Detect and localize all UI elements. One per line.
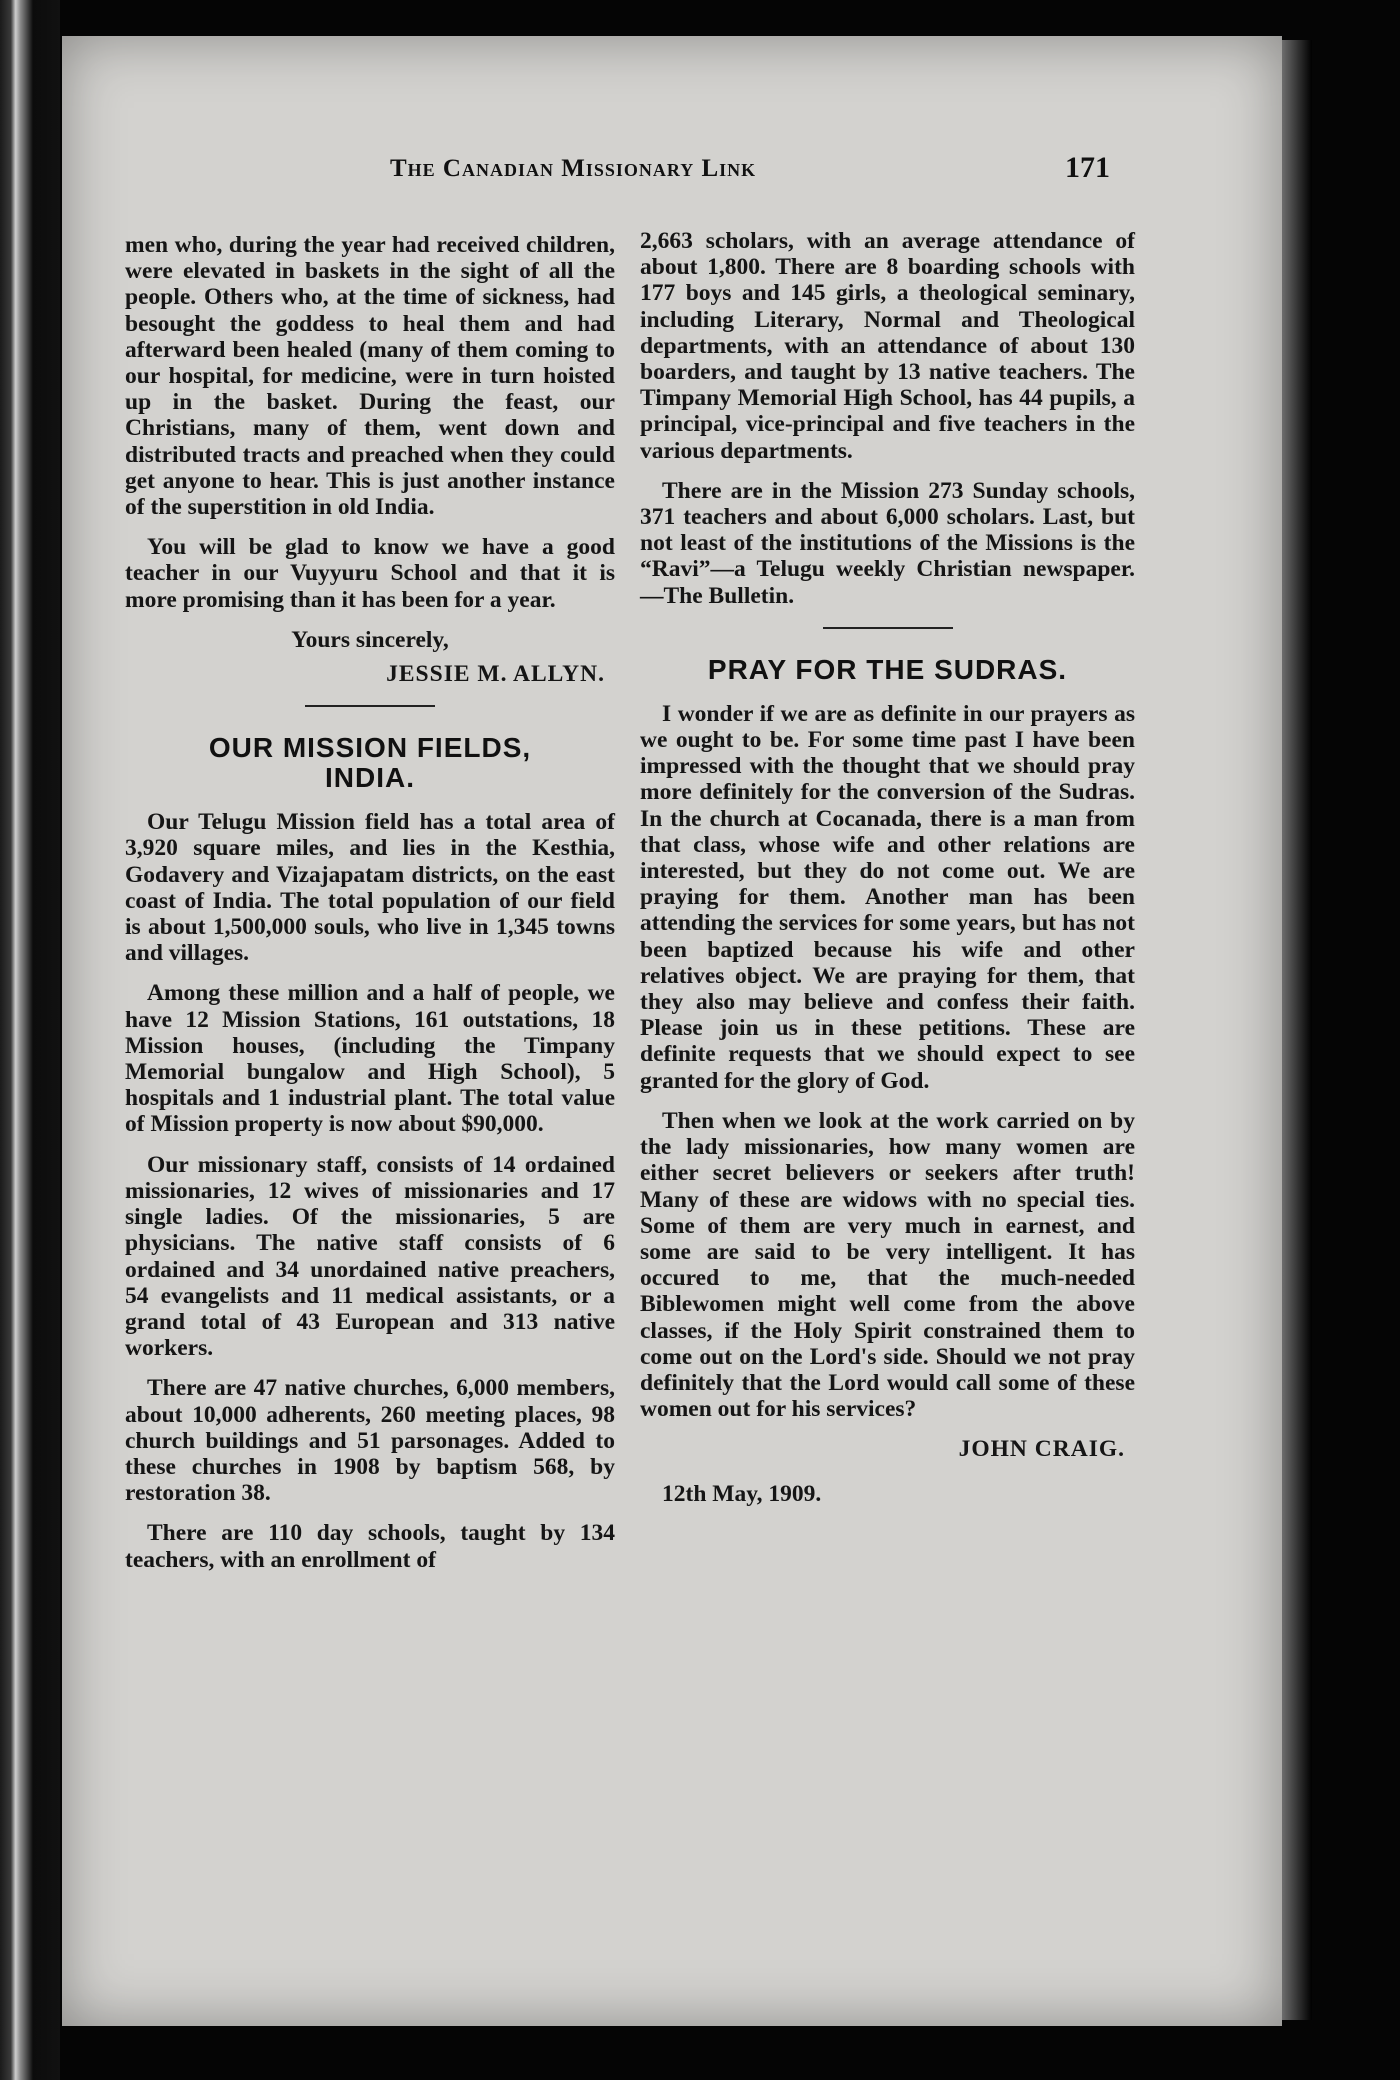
running-title: The Canadian Missionary Link	[390, 155, 757, 182]
section-title-line: OUR MISSION FIELDS,	[208, 732, 532, 764]
section-divider	[305, 705, 435, 707]
paragraph: There are in the Mission 273 Sunday schools, 371 teachers and about 6,000 scholars. Last, but not least of the institutions of the Missions is the “Ravi”—a Telugu weekly Christian newspaper.—The Bulletin.	[640, 477, 1135, 609]
closing-line: Yours sincerely,	[291, 626, 449, 653]
section-divider	[823, 627, 953, 629]
right-column	[640, 228, 1135, 1521]
paragraph: Our Telugu Mission field has a total area of 3,920 square miles, and lies in the Kesthia, Godavery and Vizajapatam districts, on the east coast of India. The total population of our field is about 1,500,000 souls, who live in 1,345 towns and villages.	[125, 809, 615, 967]
signature: JOHN CRAIG.	[958, 1436, 1125, 1463]
signature: JESSIE M. ALLYN.	[386, 661, 605, 688]
paragraph: men who, during the year had received children, were elevated in baskets in the sight of all the people. Others who, at the time of sickness, had besought the goddess to heal them and had afterward been healed (many of them coming to our hospital, for medicine, were in turn hoisted up in the basket. During the feast, our Christians, many of them, went down and distributed tracts and preached when they could get anyone to hear. This is just another instance of the superstition in old India.	[125, 232, 615, 521]
paragraph: There are 47 native churches, 6,000 members, about 10,000 adherents, 260 meeting places, 98 church buildings and 51 parsonages. Added to these churches in 1908 by baptism 568, by restoration 38.	[125, 1375, 615, 1507]
section-title: PRAY FOR THE SUDRAS.	[707, 653, 1068, 685]
paragraph: Our missionary staff, consists of 14 ordained missionaries, 12 wives of missionaries and 17 single ladies. Of the missionaries, 5 are physicians. The native staff consists of 6 ordained and 34 unordained native preachers, 54 evangelists and 11 medical assistants, or a grand total of 43 European and 313 native workers.	[125, 1151, 615, 1362]
paragraph: 2,663 scholars, with an average attendance of about 1,800. There are 8 boarding schools with 177 boys and 145 girls, a theological seminary, including Literary, Normal and Theological departments, with an attendance of about 130 boarders, and taught by 13 native teachers. The Timpany Memorial High School, has 44 pupils, a principal, vice-principal and five teachers in the various departments.	[640, 228, 1135, 464]
page-number: 171	[1065, 151, 1110, 184]
page-edge	[1282, 40, 1312, 2020]
section-title	[125, 733, 615, 793]
date-line: 12th May, 1909.	[662, 1480, 822, 1507]
paragraph: I wonder if we are as definite in our prayers as we ought to be. For some time past I have been impressed with the thought that we should pray more definitely for the conversion of the Sudras. In the church at Cocanada, there is a man from that class, whose wife and other relations are interested, but they do not come out. We are praying for them. Another man has been attending the services for some years, but has not been baptized because his wife and other relatives object. We are praying for them, that they also may believe and confess their faith. Please join us in these petitions. These are definite requests that we should expect to see granted for the glory of God.	[640, 700, 1135, 1094]
book-spine	[0, 0, 60, 2080]
paragraph: There are 110 day schools, taught by 134 teachers, with an enrollment of	[125, 1520, 615, 1573]
paragraph: Then when we look at the work carried on by the lady missionaries, how many women are either secret believers or seekers after truth! Many of these are widows with no special ties. Some of them are very much in earnest, and some are said to be very intelligent. It has occured to me, that the much-needed Biblewomen might well come from the above classes, if the Holy Spirit constrained them to come out on the Lord's side. Should we not pray definitely that the Lord would call some of these women out for his services?	[640, 1107, 1135, 1423]
paragraph: You will be glad to know we have a good teacher in our Vuyyuru School and that it is more promising than it has been for a year.	[125, 534, 615, 613]
section-title-line: INDIA.	[325, 762, 415, 794]
page-header	[390, 151, 1170, 195]
left-column	[125, 232, 615, 1587]
paragraph: Among these million and a half of people, we have 12 Mission Stations, 161 outstations, 18 Mission houses, (including the Timpany Memorial bungalow and High School), 5 hospitals and 1 industrial plant. The total value of Mission property is now about $90,000.	[125, 980, 615, 1138]
